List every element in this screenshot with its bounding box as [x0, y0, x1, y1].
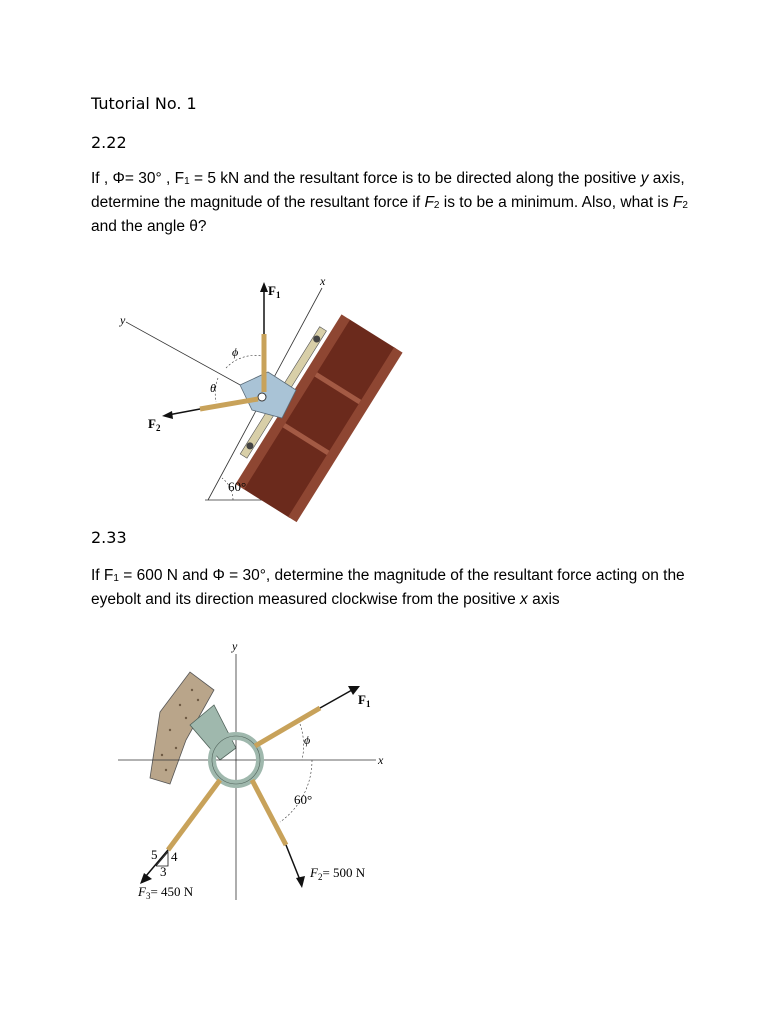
- slope-3-label: 3: [160, 864, 167, 879]
- phi-label: ϕ: [304, 733, 311, 747]
- angle-60-label: 60°: [294, 792, 313, 807]
- problem-number-2-33: 2.33: [91, 528, 127, 547]
- problem-text-2-22: If , Φ= 30° , $F_1 = 5$ kN and the resultant force is to be directed along the positive y axis, determine the magnitude of the resultant force if $F_2$ is to be a minimum. Also, what is $F_2$ and the angle θ?: [91, 170, 688, 235]
- y-axis-label: y: [120, 313, 126, 327]
- f2-label: $F_2= 500$ N: [310, 865, 366, 882]
- x-axis-label: x: [378, 753, 384, 767]
- problem-number-2-22: 2.22: [91, 133, 127, 152]
- angle-60-label: 60°: [228, 479, 247, 494]
- f1-rope: [255, 708, 320, 746]
- phi-label: ϕ: [232, 345, 239, 359]
- f2-rope: [252, 780, 286, 845]
- f3-rope: [168, 780, 220, 850]
- slope-5-label: 5: [151, 847, 158, 862]
- theta-label: θ: [210, 381, 216, 395]
- f1-label: $F_1$: [358, 692, 371, 709]
- f1-label: $F_1$: [268, 283, 281, 300]
- x-axis-label: x: [320, 274, 326, 288]
- problem-text-2-33: If $F_1 = 600$ N and Φ = 30°, determine the magnitude of the resultant force acting on the eyebolt and its direction measured clockwise from the positive x axis: [91, 567, 685, 608]
- tutorial-title: Tutorial No. 1: [91, 94, 197, 113]
- slope-4-label: 4: [171, 849, 178, 864]
- y-axis-label: y: [232, 639, 238, 653]
- f3-label: $F_3= 450$ N: [138, 884, 194, 901]
- f2-label: $F_2$: [148, 416, 161, 433]
